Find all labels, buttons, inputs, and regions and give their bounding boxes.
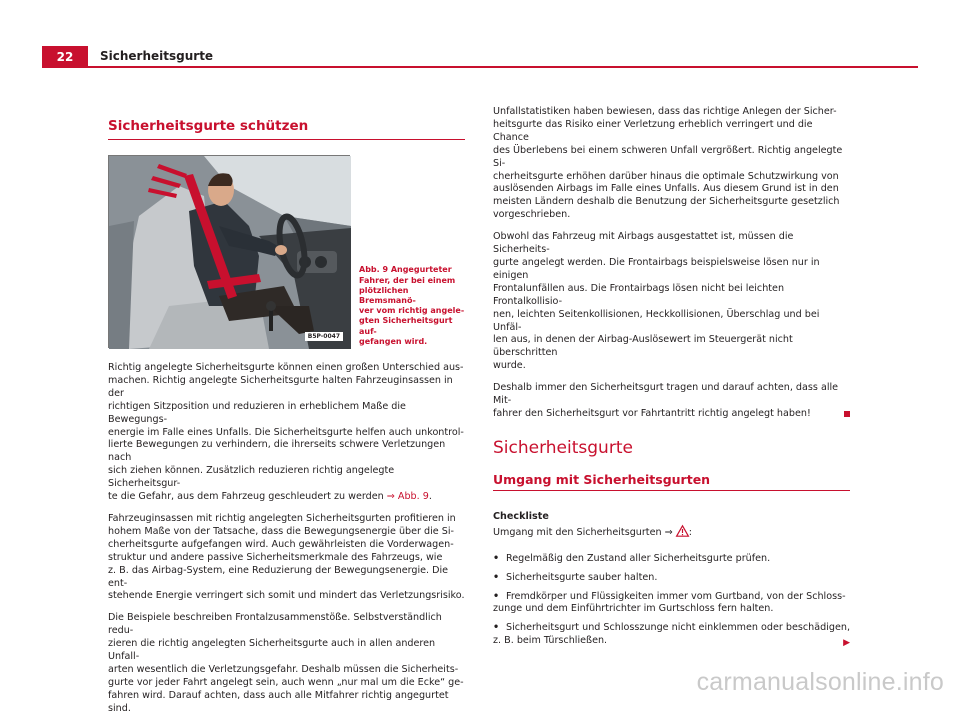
figure-seatbelt-driver (108, 155, 350, 348)
bullet-icon: • (493, 590, 500, 602)
paragraph-2 (108, 513, 465, 603)
watermark: carmanualsonline.info (696, 668, 944, 696)
bullet-icon: • (493, 622, 500, 634)
checklist-item-text (506, 553, 770, 566)
checklist-intro (493, 525, 850, 542)
text-line: z. B. das Airbag-System, eine Reduzierung der Bewegungsenergie. Die ent- (108, 564, 449, 589)
caption-line: ver vom richtig angele- (359, 306, 465, 316)
text-line: des Überlebens bei einem schweren Unfall vergrößert. Richtig angelegte Si- (493, 144, 843, 169)
continue-arrow-icon: ▶ (843, 638, 850, 649)
caption-line: plötzlichen Bremsmanö- (359, 285, 416, 305)
checklist-item (493, 553, 850, 566)
text-line: Sicherheitsgurt und Schlosszunge nicht einklemmen oder beschädigen, (506, 622, 851, 634)
text-line: Fahrzeuginsassen mit richtig angelegten Sicherheitsgurten profitieren in (108, 512, 456, 524)
text-line: Deshalb immer den Sicherheitsgurt tragen und darauf achten, dass alle Mit- (493, 382, 839, 407)
checklist-item-text (506, 572, 657, 585)
text-line: Regelmäßig den Zustand aller Sicherheitsgurte prüfen. (506, 552, 771, 564)
text-line: energie im Falle eines Unfalls. Die Sicherheitsgurte helfen auch unkontrol- (108, 426, 464, 438)
text-line: vorgeschrieben. (493, 209, 571, 221)
checklist-item (493, 622, 850, 650)
text-line: . (428, 491, 432, 503)
caption-line: Fahrer, der bei einem (359, 275, 456, 285)
seatbelt-illustration (109, 156, 351, 349)
text-line: struktur und andere passive Sicherheitsmerkmale des Fahrzeugs, wie (108, 551, 443, 563)
text-line: Richtig angelegte Sicherheitsgurte können einen großen Unterschied aus- (108, 362, 464, 373)
figure-reference-link[interactable]: ⇒ Abb. 9 (386, 491, 429, 503)
text-line: gurte angelegt werden. Die Frontairbags beispielsweise lösen nur in einigen (493, 256, 820, 281)
paragraph-1 (108, 362, 465, 504)
checklist-item (493, 572, 850, 585)
caption-line: Abb. 9 Angegurteter (359, 265, 452, 275)
figure-code: B5P-0047 (305, 332, 343, 341)
text-line: richtigen Sitzposition und reduzieren in erheblichem Maße die Bewegungs- (108, 400, 406, 425)
text-line: cherheitsgurte aufgefangen wird. Auch gewährleisten die Vorderwagen- (108, 538, 454, 550)
text-line: stehende Energie verringert sich somit und mindert das Verletzungsrisiko. (108, 590, 465, 602)
subsection-title: Umgang mit Sicherheitsgurten (493, 472, 850, 491)
paragraph-6 (493, 382, 850, 421)
left-column (108, 118, 465, 725)
section-title: Sicherheitsgurte schützen (108, 118, 465, 140)
text-line: wurde. (493, 360, 526, 372)
bullet-icon: • (493, 552, 500, 564)
text-line: auslösenden Airbags im Falle eines Unfalls. Aus diesem Grund ist in den (493, 183, 839, 195)
text-line: Obwohl das Fahrzeug mit Airbags ausgestattet ist, müssen die Sicherheits- (493, 231, 794, 256)
text-line: fahren wird. Darauf achten, dass auch alle Mitfahrer richtig angegurtet sind. (108, 689, 449, 714)
checklist-item-text (493, 622, 851, 650)
text-line: Unfallstatistiken haben bewiesen, dass das richtige Anlegen der Sicher- (493, 106, 837, 117)
text-line: cherheitsgurte erhöhen darüber hinaus die optimale Schutzwirkung von (493, 170, 839, 182)
checklist-intro-colon: : (688, 526, 692, 538)
paragraph-4 (493, 106, 850, 222)
checklist-intro-text: Umgang mit den Sicherheitsgurten ⇒ (493, 526, 673, 538)
warning-icon[interactable] (676, 525, 689, 542)
text-line: fahrer den Sicherheitsgurt vor Fahrtantritt richtig angelegt haben! (493, 407, 811, 419)
text-line: meisten Ländern deshalb die Benutzung der Sicherheitsgurte gesetzlich (493, 196, 840, 208)
caption-line: gefangen wird. (359, 336, 428, 346)
text-line: len aus, in denen der Airbag-Auslösewert im Steuergerät nicht überschritten (493, 334, 793, 359)
text-line: Die Beispiele beschreiben Frontalzusammenstöße. Selbstverständlich redu- (108, 612, 442, 637)
text-line: nen, leichten Seitenkollisionen, Heckkollisionen, Überschlag und bei Unfäl- (493, 308, 820, 333)
text-line: lierte Bewegungen zu verhindern, die ihrerseits schwere Verletzungen nach (108, 439, 446, 464)
text-line: Sicherheitsgurte sauber halten. (506, 571, 658, 583)
bullet-icon: • (493, 571, 500, 583)
header-rule (88, 66, 918, 68)
text-line: z. B. beim Türschließen. (493, 635, 608, 647)
right-column (493, 106, 850, 656)
checklist-title: Checkliste (493, 510, 549, 522)
text-line: gurte vor jeder Fahrt angelegt sein, auch wenn „nur mal um die Ecke“ ge- (108, 676, 464, 688)
text-line: te die Gefahr, aus dem Fahrzeug geschleudert zu werden (108, 491, 387, 503)
text-line: arten wesentlich die Verletzungsgefahr. Deshalb müssen die Sicherheits- (108, 663, 459, 675)
text-line: zunge und dem Einführtrichter im Gurtschloss fern halten. (493, 603, 774, 615)
paragraph-5 (493, 231, 850, 373)
section-end-marker (844, 411, 850, 417)
text-line: Fremdkörper und Flüssigkeiten immer vom Gurtband, von der Schloss- (506, 590, 846, 602)
checklist-item (493, 591, 850, 617)
text-line: sich ziehen können. Zusätzlich reduzieren richtig angelegte Sicherheitsgur- (108, 465, 395, 490)
text-line: Frontalunfällen aus. Die Frontairbags lösen nicht bei leichten Frontalkollisio- (493, 282, 785, 307)
checklist-item-text (493, 590, 846, 617)
chapter-title: Sicherheitsgurte (493, 437, 633, 458)
page-number: 22 (42, 46, 88, 68)
text-line: machen. Richtig angelegte Sicherheitsgurte halten Fahrzeuginsassen in der (108, 374, 453, 399)
paragraph-3 (108, 612, 465, 715)
figure-caption (359, 265, 465, 348)
running-title: Sicherheitsgurte (100, 49, 214, 63)
text-line: heitsgurte das Risiko einer Verletzung erheblich verringert und die Chance (493, 118, 813, 143)
text-line: hohem Maße von der Tatsache, dass die Bewegungsenergie über die Si- (108, 525, 454, 537)
caption-line: gten Sicherheitsgurt auf- (359, 316, 453, 336)
text-line: zieren die richtig angelegten Sicherheitsgurte auch in allen anderen Unfall- (108, 638, 436, 663)
figure-row (108, 155, 465, 348)
